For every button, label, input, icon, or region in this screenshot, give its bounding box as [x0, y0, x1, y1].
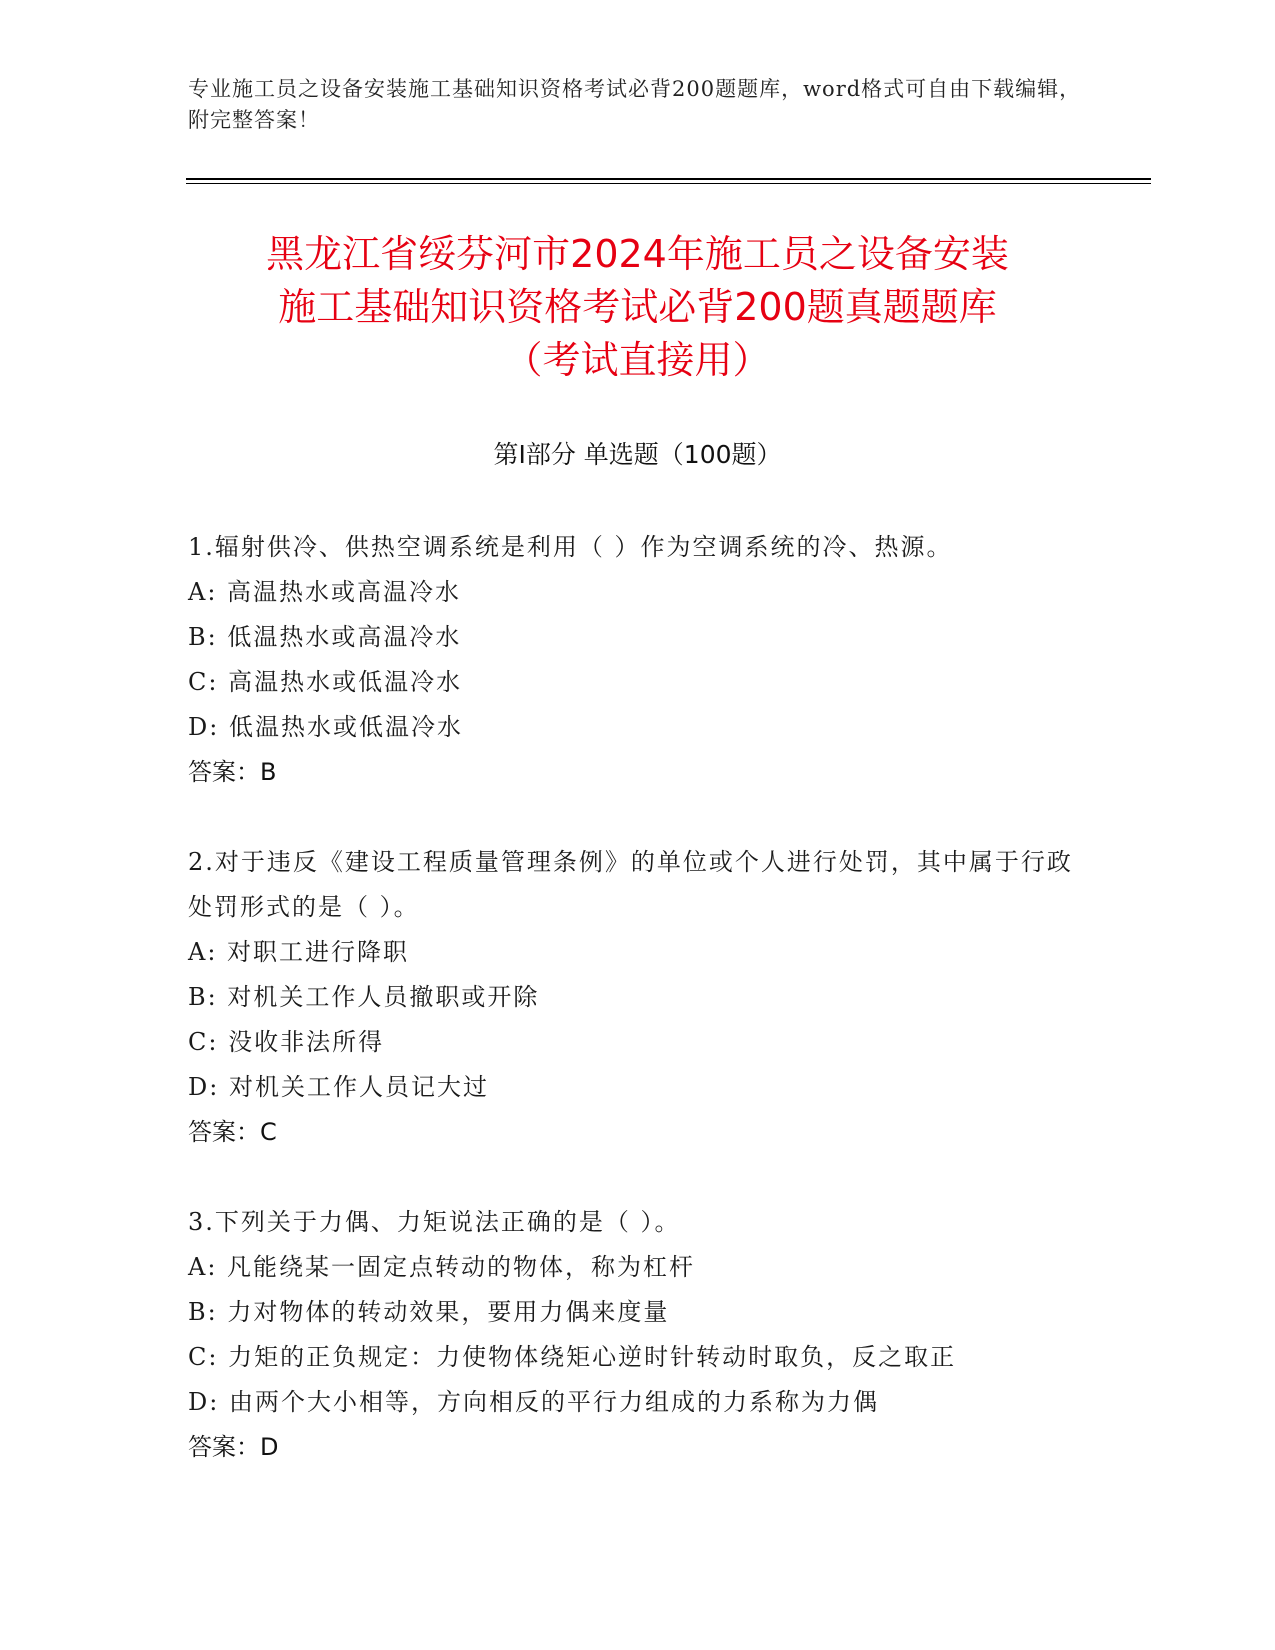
question-stem: 3.下列关于力偶、力矩说法正确的是（ ）。: [188, 1208, 681, 1236]
header-divider-thick: [186, 178, 1151, 180]
question-1: [188, 525, 1088, 795]
question-stem: 1.辐射供冷、供热空调系统是利用（ ）作为空调系统的冷、热源。: [188, 533, 953, 561]
option-c: C: 力矩的正负规定：力使物体绕矩心逆时针转动时取负，反之取正: [188, 1343, 957, 1371]
option-a: A: 高温热水或高温冷水: [188, 578, 462, 606]
option-d: D: 由两个大小相等，方向相反的平行力组成的力系称为力偶: [188, 1388, 879, 1416]
document-title: [180, 228, 1095, 387]
option-c: C: 高温热水或低温冷水: [188, 668, 463, 696]
answer: 答案：B: [188, 758, 277, 786]
option-b: B: 力对物体的转动效果，要用力偶来度量: [188, 1298, 670, 1326]
title-line-1: 黑龙江省绥芬河市2024年施工员之设备安装: [266, 232, 1009, 276]
answer: 答案：D: [188, 1433, 279, 1461]
option-d: D: 低温热水或低温冷水: [188, 713, 463, 741]
header-divider-thin: [186, 183, 1151, 184]
question-list: [188, 525, 1088, 1515]
option-a: A: 凡能绕某一固定点转动的物体，称为杠杆: [188, 1253, 696, 1281]
question-2: [188, 840, 1088, 1155]
title-line-3: （考试直接用）: [504, 338, 771, 382]
question-stem: 2.对于违反《建设工程质量管理条例》的单位或个人进行处罚，其中属于行政处罚形式的是（ ）。: [188, 848, 1073, 921]
answer: 答案：C: [188, 1118, 277, 1146]
title-line-2: 施工基础知识资格考试必背200题真题题库: [278, 285, 997, 329]
option-a: A: 对职工进行降职: [188, 938, 410, 966]
option-c: C: 没收非法所得: [188, 1028, 385, 1056]
header-note: 专业施工员之设备安装施工基础知识资格考试必背200题题库，word格式可自由下载编辑，附完整答案！: [188, 77, 1082, 132]
section-heading: 第Ⅰ部分 单选题（100题）: [493, 440, 782, 469]
option-d: D: 对机关工作人员记大过: [188, 1073, 489, 1101]
option-b: B: 低温热水或高温冷水: [188, 623, 462, 651]
option-b: B: 对机关工作人员撤职或开除: [188, 983, 540, 1011]
question-3: [188, 1200, 1088, 1470]
